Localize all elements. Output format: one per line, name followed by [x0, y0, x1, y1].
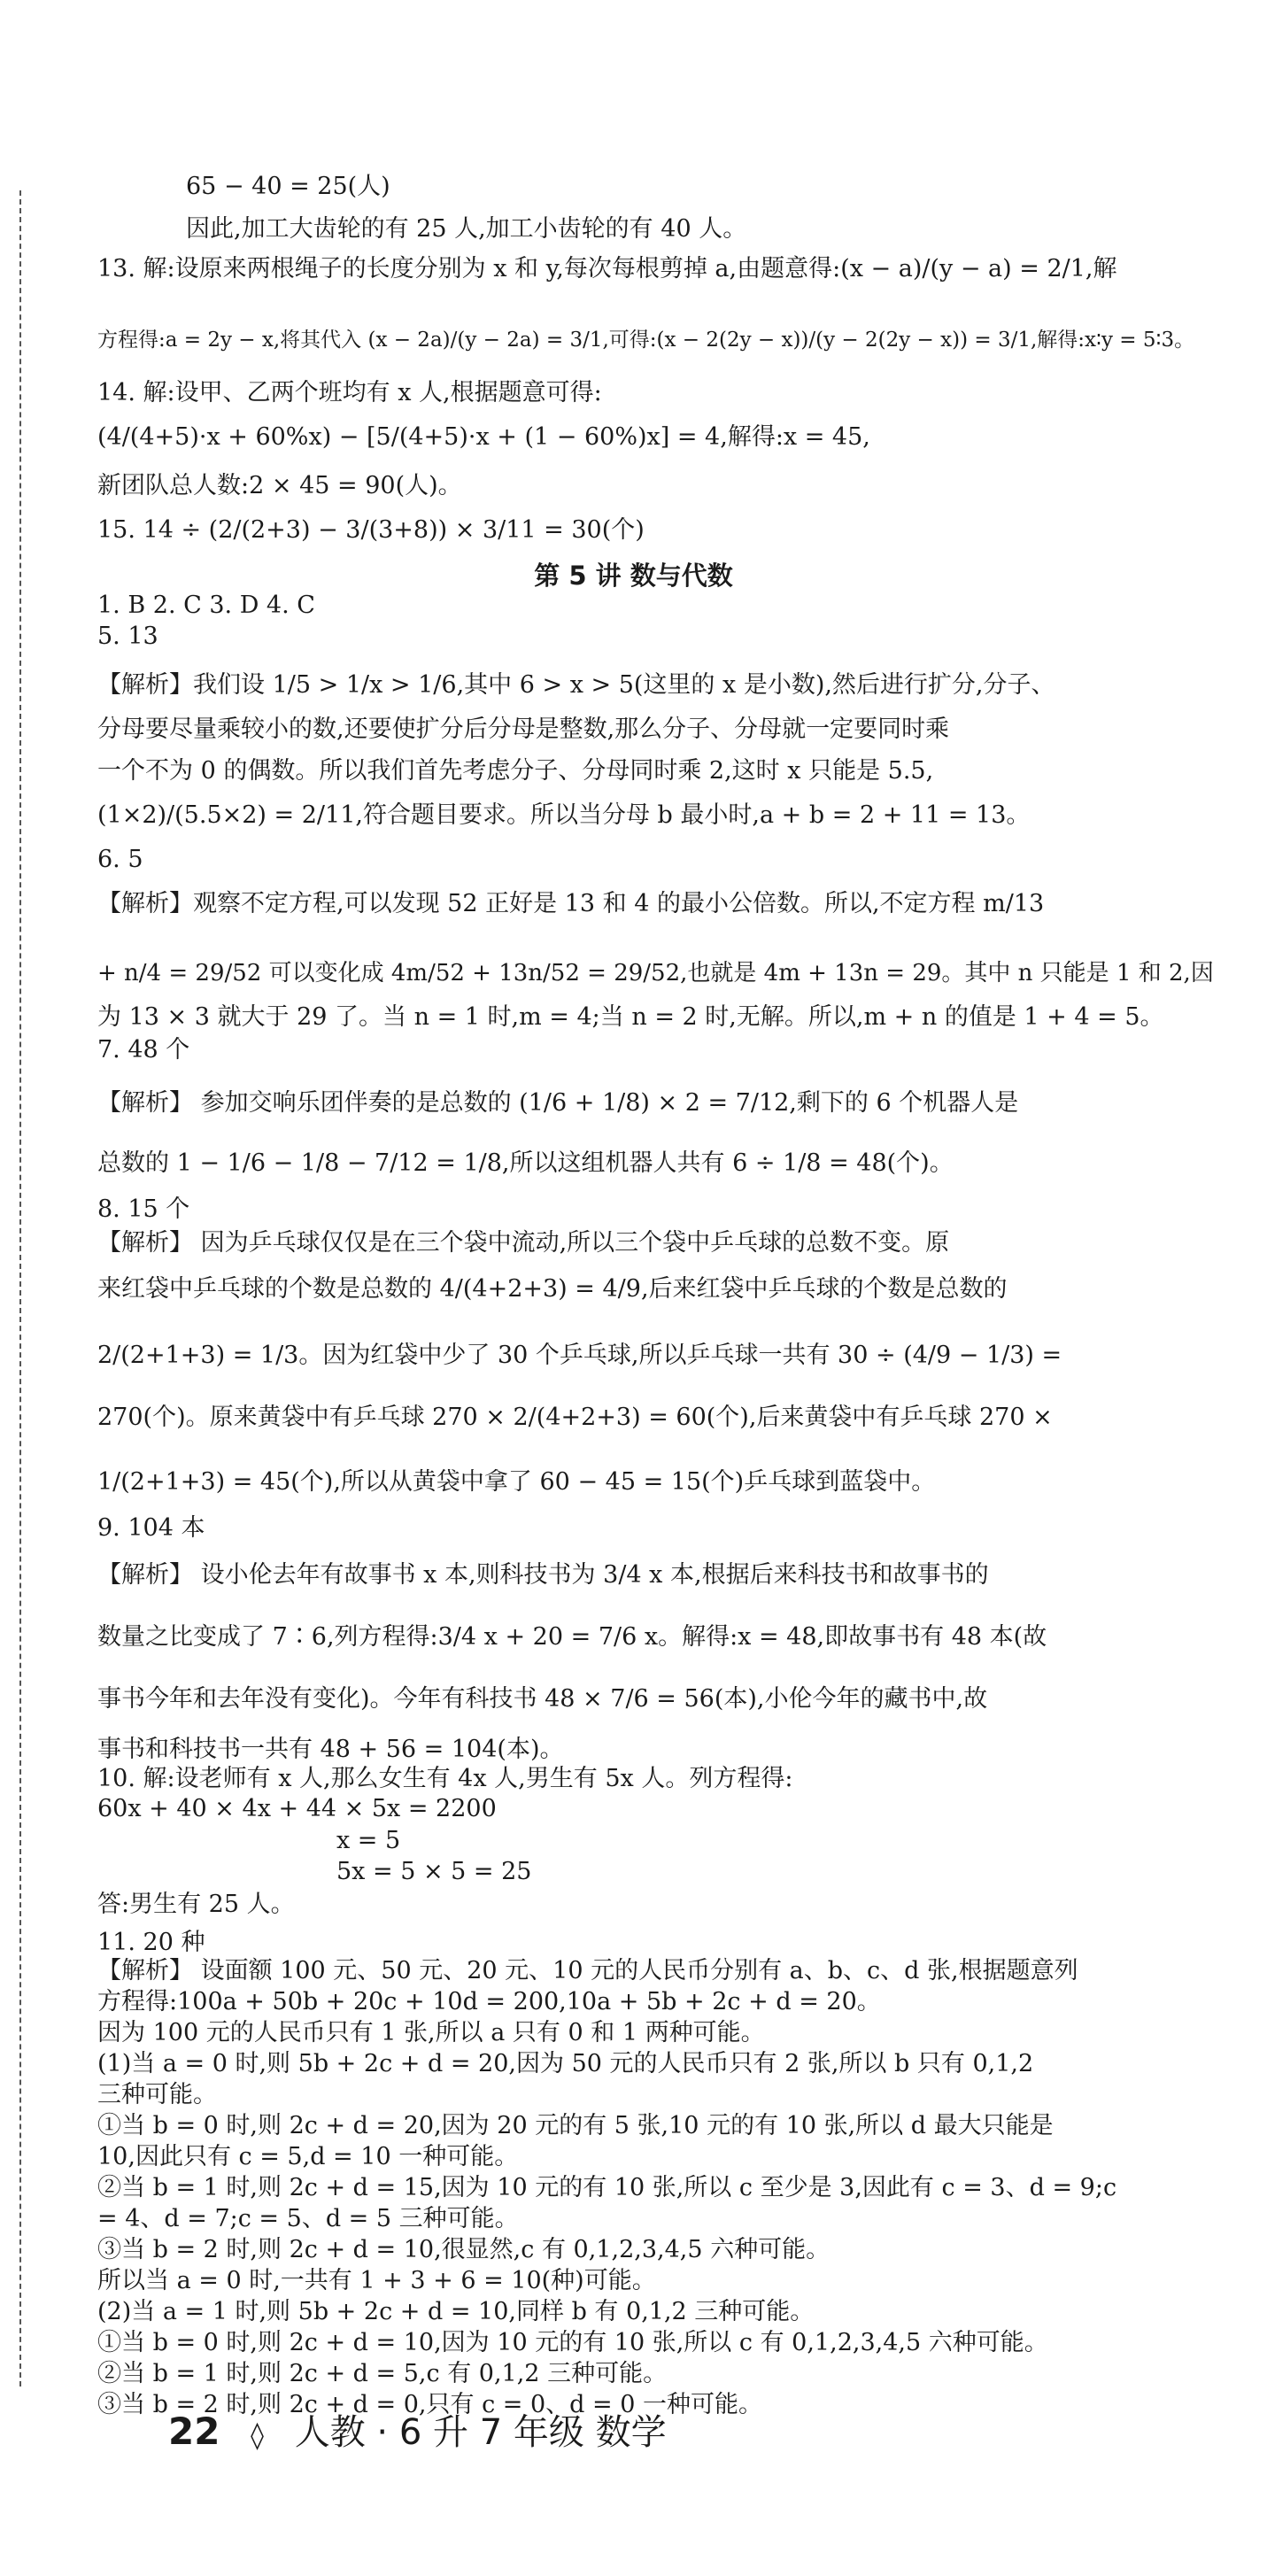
- answer-line: 三种可能。: [97, 2081, 217, 2108]
- answer-line: 【解析】 因为乒乓球仅仅是在三个袋中流动,所以三个袋中乒乓球的总数不变。原: [97, 1229, 950, 1257]
- answer-line: 【解析】 设小伦去年有故事书 x 本,则科技书为 3/4 x 本,根据后来科技书和故事书的: [97, 1561, 989, 1589]
- answer-line: ②当 b = 1 时,则 2c + d = 5,c 有 0,1,2 三种可能。: [97, 2360, 668, 2387]
- diamond-icon: ◊: [251, 2420, 264, 2451]
- answer-line: 【解析】观察不定方程,可以发现 52 正好是 13 和 4 的最小公倍数。所以,不定方程 m/13: [97, 890, 1045, 917]
- answer-line: ①当 b = 0 时,则 2c + d = 10,因为 10 元的有 10 张,所以 c 有 0,1,2,3,4,5 六种可能。: [97, 2329, 1048, 2356]
- answer-line: ③当 b = 2 时,则 2c + d = 0,只有 c = 0、d = 0 一种可能。: [97, 2391, 763, 2418]
- answer-line: 为 13 × 3 就大于 29 了。当 n = 1 时,m = 4;当 n = 2 时,无解。所以,m + n 的值是 1 + 4 = 5。: [97, 1003, 1164, 1031]
- answer-line: 65 − 40 = 25(人): [186, 173, 390, 200]
- answer-line: 【解析】我们设 1/5 > 1/x > 1/6,其中 6 > x > 5(这里的 x 是小数),然后进行扩分,分子、: [97, 671, 1055, 699]
- answer-line: 一个不为 0 的偶数。所以我们首先考虑分子、分母同时乘 2,这时 x 只能是 5.5,: [97, 757, 934, 785]
- answer-line: 60x + 40 × 4x + 44 × 5x = 2200: [97, 1795, 497, 1822]
- answer-line: 10,因此只有 c = 5,d = 10 一种可能。: [97, 2143, 519, 2170]
- answer-line: + n/4 = 29/52 可以变化成 4m/52 + 13n/52 = 29/52,也就是 4m + 13n = 29。其中 n 只能是 1 和 2,因: [97, 960, 1214, 986]
- answer-line: 【解析】 设面额 100 元、50 元、20 元、10 元的人民币分别有 a、b、c、d 张,根据题意列: [97, 1957, 1078, 1984]
- answer-line: 270(个)。原来黄袋中有乒乓球 270 × 2/(4+2+3) = 60(个),后来黄袋中有乒乓球 270 ×: [97, 1404, 1053, 1431]
- answer-line: 2/(2+1+3) = 1/3。因为红袋中少了 30 个乒乓球,所以乒乓球一共有 30 ÷ (4/9 − 1/3) =: [97, 1342, 1062, 1369]
- binding-dashed-line: [19, 190, 21, 2386]
- answer-line: 来红袋中乒乓球的个数是总数的 4/(4+2+3) = 4/9,后来红袋中乒乓球的个数是总数的: [97, 1275, 1008, 1303]
- answer-line: 新团队总人数:2 × 45 = 90(人)。: [97, 472, 462, 499]
- section-title: 第 5 讲 数与代数: [534, 561, 733, 591]
- answer-line: 数量之比变成了 7∶6,列方程得:3/4 x + 20 = 7/6 x。解得:x = 48,即故事书有 48 本(故: [97, 1623, 1047, 1651]
- answer-line: 15. 14 ÷ (2/(2+3) − 3/(3+8)) × 3/11 = 30(个): [97, 516, 645, 544]
- answer-line: (4/(4+5)·x + 60%x) − [5/(4+5)·x + (1 − 60%)x] = 4,解得:x = 45,: [97, 423, 870, 451]
- page-number: 22: [168, 2410, 220, 2453]
- answer-line: 事书和科技书一共有 48 + 56 = 104(本)。: [97, 1736, 564, 1763]
- answer-line: 所以当 a = 0 时,一共有 1 + 3 + 6 = 10(种)可能。: [97, 2267, 656, 2294]
- answer-line: 14. 解:设甲、乙两个班均有 x 人,根据题意可得:: [97, 379, 602, 406]
- answer-line: 5. 13: [97, 623, 158, 650]
- answer-line: 方程得:100a + 50b + 20c + 10d = 200,10a + 5b + 2c + d = 20。: [97, 1988, 881, 2015]
- answer-line: 8. 15 个: [97, 1195, 190, 1223]
- answer-line: 5x = 5 × 5 = 25: [336, 1858, 532, 1885]
- answer-line: ③当 b = 2 时,则 2c + d = 10,很显然,c 有 0,1,2,3,4,5 六种可能。: [97, 2236, 831, 2263]
- answer-line: 10. 解:设老师有 x 人,那么女生有 4x 人,男生有 5x 人。列方程得:: [97, 1765, 793, 1792]
- answer-line: x = 5: [336, 1827, 401, 1854]
- answer-line: 分母要尽量乘较小的数,还要使扩分后分母是整数,那么分子、分母就一定要同时乘: [97, 716, 950, 743]
- answer-line: 方程得:a = 2y − x,将其代入 (x − 2a)/(y − 2a) = 3/1,可得:(x − 2(2y − x))/(y − 2(2y − x)) = 3/1,解得:x∶y = 5∶3。: [97, 329, 1195, 352]
- page-footer: [168, 2404, 667, 2455]
- answer-line: ①当 b = 0 时,则 2c + d = 20,因为 20 元的有 5 张,10 元的有 10 张,所以 d 最大只能是: [97, 2112, 1054, 2139]
- answer-line: (1×2)/(5.5×2) = 2/11,符合题目要求。所以当分母 b 最小时,a + b = 2 + 11 = 13。: [97, 801, 1031, 829]
- answer-line: 总数的 1 − 1/6 − 1/8 − 7/12 = 1/8,所以这组机器人共有 6 ÷ 1/8 = 48(个)。: [97, 1149, 954, 1177]
- answer-line: ②当 b = 1 时,则 2c + d = 15,因为 10 元的有 10 张,所以 c 至少是 3,因此有 c = 3、d = 9;c: [97, 2174, 1117, 2201]
- answer-line: 6. 5: [97, 846, 143, 873]
- answer-line: 【解析】 参加交响乐团伴奏的是总数的 (1/6 + 1/8) × 2 = 7/12,剩下的 6 个机器人是: [97, 1089, 1019, 1117]
- answer-line: (2)当 a = 1 时,则 5b + 2c + d = 10,同样 b 有 0,1,2 三种可能。: [97, 2298, 815, 2325]
- answer-line: 11. 20 种: [97, 1929, 205, 1956]
- answer-line: 9. 104 本: [97, 1514, 205, 1542]
- answer-line: 13. 解:设原来两根绳子的长度分别为 x 和 y,每次每根剪掉 a,由题意得:(x − a)/(y − a) = 2/1,解: [97, 255, 1117, 282]
- answer-line: = 4、d = 7;c = 5、d = 5 三种可能。: [97, 2205, 519, 2232]
- footer-book-title: 人教 · 6 升 7 年级 数学: [294, 2412, 667, 2453]
- answer-line: 答:男生有 25 人。: [97, 1891, 295, 1918]
- answer-line: 1. B 2. C 3. D 4. C: [97, 592, 315, 619]
- answer-line: 7. 48 个: [97, 1036, 190, 1064]
- answer-line: (1)当 a = 0 时,则 5b + 2c + d = 20,因为 50 元的人民币只有 2 张,所以 b 只有 0,1,2: [97, 2050, 1034, 2077]
- answer-line: 1/(2+1+3) = 45(个),所以从黄袋中拿了 60 − 45 = 15(个)乒乓球到蓝袋中。: [97, 1468, 936, 1496]
- answer-line: 因此,加工大齿轮的有 25 人,加工小齿轮的有 40 人。: [186, 215, 747, 243]
- answer-line: 事书今年和去年没有变化)。今年有科技书 48 × 7/6 = 56(本),小伦今年的藏书中,故: [97, 1685, 988, 1713]
- answer-line: 因为 100 元的人民币只有 1 张,所以 a 只有 0 和 1 两种可能。: [97, 2019, 765, 2046]
